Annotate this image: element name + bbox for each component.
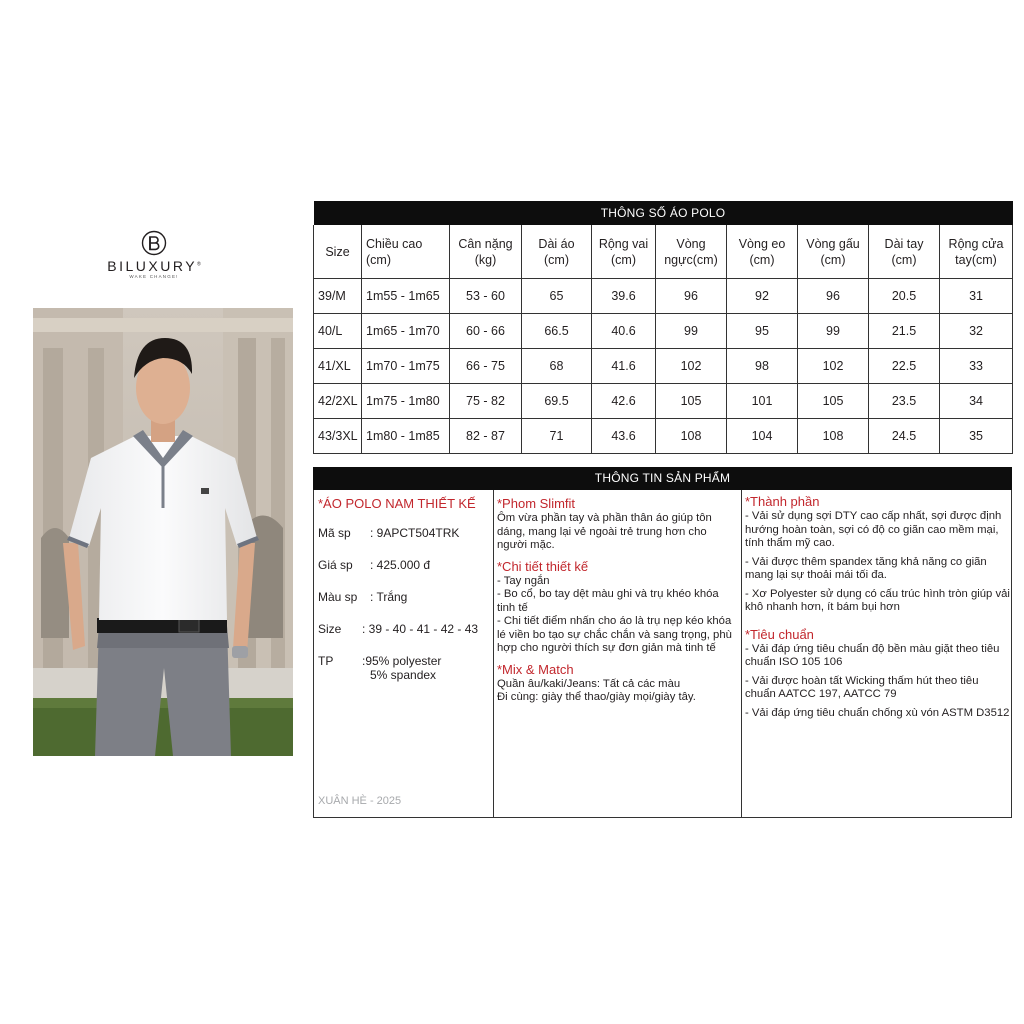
size-row [314, 384, 1013, 419]
mix-title: *Mix & Match [497, 661, 574, 677]
size-value-cell: 102 [656, 349, 727, 384]
season-label: XUÂN HÈ - 2025 [318, 795, 402, 807]
size-value-cell: 101 [727, 384, 798, 419]
size-value-cell: 96 [798, 279, 869, 314]
size-value-cell: 108 [656, 419, 727, 454]
size-value-cell: 1m75 - 1m80 [362, 384, 450, 419]
header-cell: Chiều cao (cm) [362, 225, 450, 279]
mix-item: Đi cùng: giày thể thao/giày mọi/giày tây. [497, 691, 696, 703]
product-info-section [313, 467, 1012, 818]
size-value-cell: 1m55 - 1m65 [362, 279, 450, 314]
size-value-cell: 24.5 [869, 419, 940, 454]
size-table-header-row [314, 225, 1013, 279]
brand-b-icon [141, 230, 167, 256]
size-value-cell: 34 [940, 384, 1013, 419]
product-sizes: Size : 39 - 40 - 41 - 42 - 43 [318, 622, 479, 636]
detail-item: - Tay ngắn [497, 574, 550, 587]
size-value-cell: 23.5 [869, 384, 940, 419]
product-material: TP :95% polyester [318, 654, 442, 668]
composition-column [742, 490, 1011, 817]
size-table-title: THÔNG SỐ ÁO POLO [314, 201, 1013, 225]
size-value-cell: 1m80 - 1m85 [362, 419, 450, 454]
size-value-cell: 102 [798, 349, 869, 384]
composition-title: *Thành phần [745, 494, 820, 509]
size-value-cell: 104 [727, 419, 798, 454]
size-row [314, 419, 1013, 454]
product-name: *ÁO POLO NAM THIẾT KẾ [318, 496, 476, 511]
product-summary-column [314, 490, 494, 817]
size-value-cell: 96 [656, 279, 727, 314]
size-row [314, 314, 1013, 349]
size-value-cell: 39.6 [592, 279, 656, 314]
brand-tagline: WAKE CHANGE! [129, 274, 179, 279]
size-value-cell: 20.5 [869, 279, 940, 314]
product-material-2: 5% spandex [370, 668, 437, 682]
composition-item: - Vải sử dụng sợi DTY cao cấp nhất, sợi được định hướng hoàn toàn, sợi có độ co giãn cao mềm mại, tính thẩm mỹ cao. [745, 510, 1002, 549]
size-value-cell: 105 [798, 384, 869, 419]
size-spec-table [313, 201, 1013, 454]
composition-item: - Xơ Polyester sử dụng có cấu trúc hình tròn giúp vải khô nhanh hơn, ít bám bụi hơn [745, 587, 1010, 613]
size-value-cell: 40.6 [592, 314, 656, 349]
standard-item: - Vải đáp ứng tiêu chuẩn độ bền màu giặt theo tiêu chuẩn ISO 105 106 [745, 642, 1000, 668]
detail-item: - Bo cổ, bo tay dệt màu ghi và trụ khéo khóa tinh tế [497, 588, 719, 614]
mix-item: Quần âu/kaki/Jeans: Tất cả các màu [497, 677, 681, 690]
form-title: *Phom Slimfit [497, 496, 576, 511]
size-label-cell: 39/M [314, 279, 362, 314]
size-value-cell: 33 [940, 349, 1013, 384]
size-value-cell: 21.5 [869, 314, 940, 349]
header-cell: Rộng cửa tay(cm) [940, 225, 1013, 279]
composition-item: - Vải được thêm spandex tăng khả năng co giãn mang lại sự thoải mái tối đa. [745, 555, 987, 581]
detail-item: - Chi tiết điểm nhấn cho áo là trụ nẹp kéo khóa lé viền bo tạo sự chắc chắn và sang trọng, phù hợp cho người thích sự đơn giản mà tinh tế [497, 615, 732, 654]
header-cell: Size [314, 225, 362, 279]
size-value-cell: 95 [727, 314, 798, 349]
standard-item: - Vải đáp ứng tiêu chuẩn chống xù vón ASTM D3512 [745, 706, 1010, 719]
header-cell: Dài tay (cm) [869, 225, 940, 279]
size-value-cell: 31 [940, 279, 1013, 314]
size-value-cell: 99 [656, 314, 727, 349]
product-price: Giá sp : 425.000 đ [318, 558, 431, 572]
size-value-cell: 69.5 [522, 384, 592, 419]
standard-item: - Vải được hoàn tất Wicking thấm hút theo tiêu chuẩn AATCC 197, AATCC 79 [745, 674, 979, 700]
size-label-cell: 41/XL [314, 349, 362, 384]
header-cell: Rộng vai (cm) [592, 225, 656, 279]
size-row [314, 349, 1013, 384]
size-value-cell: 43.6 [592, 419, 656, 454]
size-value-cell: 1m70 - 1m75 [362, 349, 450, 384]
size-value-cell: 60 - 66 [450, 314, 522, 349]
header-cell: Vòng gấu (cm) [798, 225, 869, 279]
header-cell: Vòng eo (cm) [727, 225, 798, 279]
size-value-cell: 66.5 [522, 314, 592, 349]
size-value-cell: 75 - 82 [450, 384, 522, 419]
size-value-cell: 22.5 [869, 349, 940, 384]
size-value-cell: 105 [656, 384, 727, 419]
size-value-cell: 108 [798, 419, 869, 454]
size-value-cell: 71 [522, 419, 592, 454]
standards-title: *Tiêu chuẩn [745, 626, 814, 642]
product-info-title: THÔNG TIN SẢN PHẨM [313, 467, 1012, 490]
size-row [314, 279, 1013, 314]
design-column [494, 490, 742, 817]
size-value-cell: 1m65 - 1m70 [362, 314, 450, 349]
brand-name: BILUXURY® [107, 258, 201, 274]
size-value-cell: 99 [798, 314, 869, 349]
size-label-cell: 43/3XL [314, 419, 362, 454]
size-value-cell: 98 [727, 349, 798, 384]
detail-title: *Chi tiết thiết kế [497, 558, 589, 574]
brand-logo [96, 230, 212, 279]
size-value-cell: 42.6 [592, 384, 656, 419]
size-value-cell: 32 [940, 314, 1013, 349]
size-value-cell: 68 [522, 349, 592, 384]
size-value-cell: 82 - 87 [450, 419, 522, 454]
size-value-cell: 41.6 [592, 349, 656, 384]
size-label-cell: 40/L [314, 314, 362, 349]
header-cell: Vòng ngực(cm) [656, 225, 727, 279]
product-code: Mã sp : 9APCT504TRK [318, 526, 460, 540]
header-cell: Cân nặng (kg) [450, 225, 522, 279]
model-photo [33, 308, 293, 756]
size-label-cell: 42/2XL [314, 384, 362, 419]
product-color: Màu sp : Trắng [318, 590, 408, 604]
size-value-cell: 66 - 75 [450, 349, 522, 384]
size-value-cell: 65 [522, 279, 592, 314]
size-value-cell: 35 [940, 419, 1013, 454]
size-value-cell: 53 - 60 [450, 279, 522, 314]
form-text: Ôm vừa phần tay và phần thân áo giúp tôn dáng, mang lại vẻ ngoài trẻ trung hơn cho người mặc. [497, 512, 712, 551]
header-cell: Dài áo (cm) [522, 225, 592, 279]
size-value-cell: 92 [727, 279, 798, 314]
